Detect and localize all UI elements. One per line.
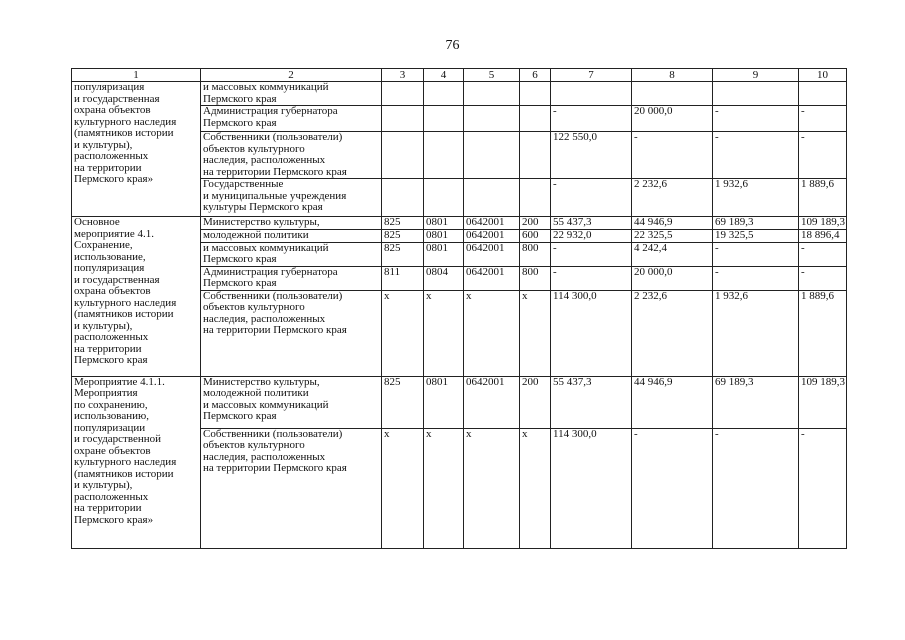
executor-line: объектов культурного — [203, 439, 305, 451]
executor-cell — [201, 242, 382, 266]
column-number: 3 — [382, 69, 424, 82]
section-code-cell — [424, 82, 464, 106]
activity-name-line: охране объектов — [74, 444, 151, 457]
column-number: 6 — [520, 69, 551, 82]
amount-col8-cell: 2 232,6 — [632, 179, 713, 217]
activity-name-line: расположенных — [74, 490, 149, 503]
section-code-cell: 0801 — [424, 376, 464, 428]
column-number: 7 — [551, 69, 632, 82]
budget-table — [71, 68, 847, 549]
table-body — [72, 82, 847, 549]
amount-col7-cell: 114 300,0 — [551, 290, 632, 376]
grbs-code-cell: 825 — [382, 230, 424, 243]
activity-name-line: охрана объектов — [74, 285, 151, 297]
expense-type-cell: х — [520, 290, 551, 376]
target-article-cell — [464, 179, 520, 217]
column-number: 10 — [799, 69, 847, 82]
amount-col9-cell: 1 932,6 — [713, 290, 799, 376]
executor-cell — [201, 376, 382, 428]
expense-type-cell — [520, 132, 551, 179]
amount-col7-cell: - — [551, 266, 632, 290]
activity-name-line: Мероприятие 4.1.1. — [74, 376, 165, 388]
activity-name-line: Пермского края» — [74, 513, 154, 526]
activity-name-line: популяризация — [74, 262, 145, 274]
amount-col10-cell: 1 889,6 — [799, 290, 847, 376]
column-number-row — [72, 69, 847, 82]
section-code-cell: х — [424, 428, 464, 548]
amount-col10-cell: 109 189,3 — [799, 376, 847, 428]
column-number: 1 — [72, 69, 201, 82]
executor-line: наследия, расположенных — [203, 154, 326, 166]
activity-name-cell — [72, 217, 201, 377]
activity-name-line: на территории — [74, 502, 142, 514]
activity-name-line: популяризация — [74, 81, 145, 93]
executor-line: молодежной политики — [203, 387, 309, 399]
activity-name-line: мероприятие 4.1. — [74, 227, 155, 240]
amount-col8-cell: 44 946,9 — [632, 376, 713, 428]
section-code-cell: 0801 — [424, 230, 464, 243]
grbs-code-cell: 825 — [382, 376, 424, 428]
column-number: 4 — [424, 69, 464, 82]
executor-line: Пермского края — [203, 253, 277, 265]
executor-line: Собственники (пользователи) — [203, 428, 343, 440]
amount-col9-cell: 69 189,3 — [713, 376, 799, 428]
activity-name-line: расположенных — [74, 150, 149, 162]
activity-name-line: по сохранению, — [74, 398, 148, 411]
amount-col9-cell: 1 932,6 — [713, 179, 799, 217]
expense-type-cell — [520, 179, 551, 217]
expense-type-cell — [520, 82, 551, 106]
amount-col10-cell: - — [799, 428, 847, 548]
executor-cell — [201, 217, 382, 230]
executor-line: объектов культурного — [203, 301, 305, 313]
amount-col8-cell: 44 946,9 — [632, 217, 713, 230]
amount-col9-cell: 69 189,3 — [713, 217, 799, 230]
executor-line: Собственники (пользователи) — [203, 290, 343, 302]
grbs-code-cell: х — [382, 428, 424, 548]
activity-name-line: и культуры), — [74, 479, 133, 491]
table-row — [72, 217, 847, 230]
amount-col8-cell — [632, 82, 713, 106]
amount-col10-cell: - — [799, 106, 847, 132]
amount-col10-cell: 109 189,3 — [799, 217, 847, 230]
expense-type-cell: 800 — [520, 242, 551, 266]
amount-col7-cell — [551, 82, 632, 106]
grbs-code-cell — [382, 132, 424, 179]
target-article-cell: х — [464, 290, 520, 376]
amount-col10-cell: 1 889,6 — [799, 179, 847, 217]
executor-line: наследия, расположенных — [203, 450, 326, 463]
grbs-code-cell — [382, 179, 424, 217]
executor-line: Министерство культуры, — [203, 216, 320, 228]
expense-type-cell: 200 — [520, 217, 551, 230]
amount-col8-cell: 22 325,5 — [632, 230, 713, 243]
executor-line: и муниципальные учреждения — [203, 189, 347, 202]
expense-type-cell: 800 — [520, 266, 551, 290]
activity-name-line: и культуры), — [74, 319, 133, 332]
activity-name-line: использованию, — [74, 410, 149, 422]
executor-cell — [201, 230, 382, 243]
executor-line: наследия, расположенных — [203, 312, 326, 325]
activity-name-line: (памятников истории — [74, 467, 174, 480]
section-code-cell: х — [424, 290, 464, 376]
grbs-code-cell: 825 — [382, 217, 424, 230]
page-number: 76 — [445, 38, 460, 53]
activity-name-line: на территории — [74, 161, 142, 174]
executor-line: культуры Пермского края — [203, 201, 323, 213]
target-article-cell: 0642001 — [464, 230, 520, 243]
target-article-cell — [464, 106, 520, 132]
amount-col9-cell: - — [713, 242, 799, 266]
executor-line: и массовых коммуникаций — [203, 242, 329, 254]
target-article-cell — [464, 132, 520, 179]
section-code-cell — [424, 132, 464, 179]
activity-name-line: на территории — [74, 342, 142, 355]
expense-type-cell: х — [520, 428, 551, 548]
executor-line: объектов культурного — [203, 142, 305, 155]
grbs-code-cell: 811 — [382, 266, 424, 290]
activity-name-line: охрана объектов — [74, 104, 151, 116]
activity-name-line: и государственная — [74, 92, 160, 105]
amount-col9-cell: - — [713, 266, 799, 290]
grbs-code-cell — [382, 106, 424, 132]
expense-type-cell: 200 — [520, 376, 551, 428]
amount-col10-cell: - — [799, 132, 847, 179]
amount-col7-cell: 114 300,0 — [551, 428, 632, 548]
amount-col9-cell: 19 325,5 — [713, 230, 799, 243]
expense-type-cell — [520, 106, 551, 132]
target-article-cell: 0642001 — [464, 376, 520, 428]
amount-col8-cell: - — [632, 132, 713, 179]
amount-col9-cell: - — [713, 428, 799, 548]
activity-name-line: культурного наследия — [74, 115, 177, 128]
section-code-cell: 0801 — [424, 242, 464, 266]
section-code-cell — [424, 179, 464, 217]
executor-cell — [201, 290, 382, 376]
amount-col7-cell: - — [551, 179, 632, 217]
section-code-cell — [424, 106, 464, 132]
executor-line: Администрация губернатора — [203, 105, 338, 117]
activity-name-line: культурного наследия — [74, 456, 177, 468]
column-number: 5 — [464, 69, 520, 82]
executor-line: Администрация губернатора — [203, 266, 338, 278]
executor-line: Пермского края — [203, 116, 277, 129]
amount-col7-cell: - — [551, 106, 632, 132]
activity-name-line: использование, — [74, 250, 146, 263]
executor-line: и массовых коммуникаций — [203, 398, 329, 411]
activity-name-cell — [72, 82, 201, 217]
amount-col8-cell: 4 242,4 — [632, 242, 713, 266]
activity-name-line: Пермского края» — [74, 173, 154, 185]
executor-line: Пермского края — [203, 92, 277, 105]
activity-name-cell — [72, 376, 201, 548]
executor-line: на территории Пермского края — [203, 462, 347, 474]
activity-name-line: культурного наследия — [74, 296, 177, 309]
amount-col10-cell: - — [799, 242, 847, 266]
column-number: 9 — [713, 69, 799, 82]
amount-col8-cell: 2 232,6 — [632, 290, 713, 376]
target-article-cell — [464, 82, 520, 106]
target-article-cell: х — [464, 428, 520, 548]
activity-name-line: и государственная — [74, 273, 160, 286]
amount-col7-cell: 122 550,0 — [551, 132, 632, 179]
activity-name-line: Основное — [74, 216, 120, 228]
amount-col9-cell — [713, 82, 799, 106]
target-article-cell: 0642001 — [464, 266, 520, 290]
activity-name-line: (памятников истории — [74, 308, 174, 320]
amount-col7-cell: 55 437,3 — [551, 376, 632, 428]
amount-col8-cell: 20 000,0 — [632, 266, 713, 290]
activity-name-line: и культуры), — [74, 138, 133, 151]
expense-type-cell: 600 — [520, 230, 551, 243]
grbs-code-cell: 825 — [382, 242, 424, 266]
amount-col7-cell: 22 932,0 — [551, 230, 632, 243]
executor-line: Министерство культуры, — [203, 376, 320, 388]
amount-col10-cell — [799, 82, 847, 106]
activity-name-line: Сохранение, — [74, 239, 133, 251]
activity-name-line: и государственной — [74, 433, 162, 445]
executor-line: Пермского края — [203, 277, 277, 289]
executor-cell — [201, 106, 382, 132]
activity-name-line: Мероприятия — [74, 387, 138, 399]
activity-name-line: (памятников истории — [74, 127, 174, 139]
amount-col9-cell: - — [713, 132, 799, 179]
amount-col7-cell: 55 437,3 — [551, 217, 632, 230]
amount-col10-cell: - — [799, 266, 847, 290]
executor-cell — [201, 179, 382, 217]
activity-name-line: расположенных — [74, 331, 149, 343]
column-number: 2 — [201, 69, 382, 82]
executor-line: Собственники (пользователи) — [203, 131, 343, 143]
executor-cell — [201, 428, 382, 548]
amount-col7-cell: - — [551, 242, 632, 266]
executor-line: Государственные — [203, 178, 284, 190]
grbs-code-cell: х — [382, 290, 424, 376]
amount-col8-cell: 20 000,0 — [632, 106, 713, 132]
executor-cell — [201, 82, 382, 106]
column-number: 8 — [632, 69, 713, 82]
executor-line: на территории Пермского края — [203, 324, 347, 336]
table-row — [72, 82, 847, 106]
amount-col9-cell: - — [713, 106, 799, 132]
table-row — [72, 376, 847, 428]
activity-name-line: Пермского края — [74, 354, 148, 366]
executor-line: и массовых коммуникаций — [203, 81, 329, 93]
executor-cell — [201, 266, 382, 290]
target-article-cell: 0642001 — [464, 217, 520, 230]
executor-cell — [201, 132, 382, 179]
amount-col8-cell: - — [632, 428, 713, 548]
activity-name-line: популяризации — [74, 421, 146, 434]
section-code-cell: 0804 — [424, 266, 464, 290]
executor-line: на территории Пермского края — [203, 165, 347, 178]
amount-col10-cell: 18 896,4 — [799, 230, 847, 243]
grbs-code-cell — [382, 82, 424, 106]
executor-line: молодежной политики — [203, 229, 309, 241]
section-code-cell: 0801 — [424, 217, 464, 230]
executor-line: Пермского края — [203, 410, 277, 422]
target-article-cell: 0642001 — [464, 242, 520, 266]
